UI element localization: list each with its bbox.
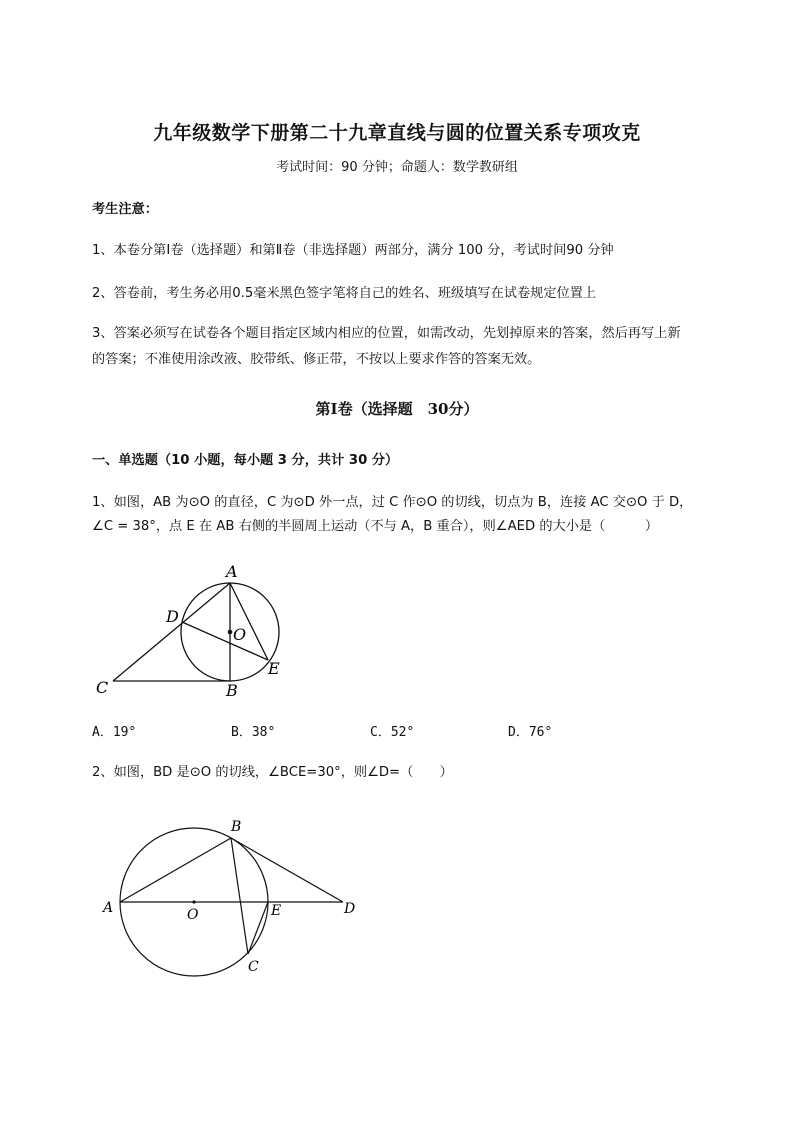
q1-line-de [182, 622, 268, 660]
question-1-figure [88, 556, 298, 702]
q1-label-a: A [226, 562, 238, 581]
part-heading: 一、单选题（10 小题，每小题 3 分，共计 30 分） [92, 453, 399, 468]
question-1-line-2: ∠C = 38°，点 E 在 AB 右侧的半圆周上运动（不与 A，B 重合），则∠AED 的大小是（ ） [92, 519, 659, 534]
q2-line-bc [231, 838, 248, 954]
q1-label-b: B [226, 681, 238, 700]
q2-center-dot [192, 900, 195, 903]
q2-tangent-bd [231, 838, 343, 902]
question-1-line-1: 1、如图，AB 为⊙O 的直径，C 为⊙D 外一点，过 C 作⊙O 的切线，切点为 B，连接 AC 交⊙O 于 D， [92, 495, 693, 510]
q2-label-e: E [271, 903, 282, 919]
q2-label-a: A [103, 900, 114, 916]
q1-label-d: D [166, 607, 179, 626]
q2-line-ab [120, 838, 231, 902]
question-1-choice-d: D．76° [508, 725, 553, 740]
question-1-choice-c: C．52° [370, 725, 415, 740]
q1-line-ac [113, 583, 230, 681]
question-2-line-1: 2、如图，BD 是⊙O 的切线，∠BCE=30°，则∠D=（ ） [92, 765, 453, 780]
q1-label-e: E [268, 659, 280, 678]
question-1-choice-b: B．38° [231, 725, 276, 740]
notice-item-1: 1、本卷分第Ⅰ卷（选择题）和第Ⅱ卷（非选择题）两部分，满分 100 分，考试时间90 分钟 [92, 243, 614, 258]
notice-item-3: 3、答案必须写在试卷各个题目指定区域内相应的位置，如需改动，先划掉原来的答案，然后再写上新 [92, 326, 681, 341]
q1-label-o: O [233, 625, 247, 644]
notice-item-2: 2、答卷前，考生务必用0.5毫米黑色签字笔将自己的姓名、班级填写在试卷规定位置上 [92, 286, 597, 301]
question-1-choice-a: A．19° [92, 725, 137, 740]
q2-line-ce [248, 902, 268, 954]
question-2-figure [98, 814, 368, 984]
q2-label-d: D [344, 901, 356, 917]
q2-label-b: B [231, 819, 242, 835]
q2-label-c: C [248, 959, 259, 975]
q1-center-dot [228, 630, 233, 635]
notice-heading: 考生注意： [92, 202, 158, 217]
document-subtitle: 考试时间：90 分钟；命题人：数学教研组 [276, 160, 518, 175]
q1-label-c: C [96, 678, 109, 697]
section-title: 第Ⅰ卷（选择题 30分） [315, 400, 479, 418]
notice-item-3-continued: 的答案；不准使用涂改液、胶带纸、修正带，不按以上要求作答的答案无效。 [92, 352, 541, 367]
q2-label-o: O [187, 907, 199, 923]
document-title: 九年级数学下册第二十九章直线与圆的位置关系专项攻克 [153, 122, 641, 144]
